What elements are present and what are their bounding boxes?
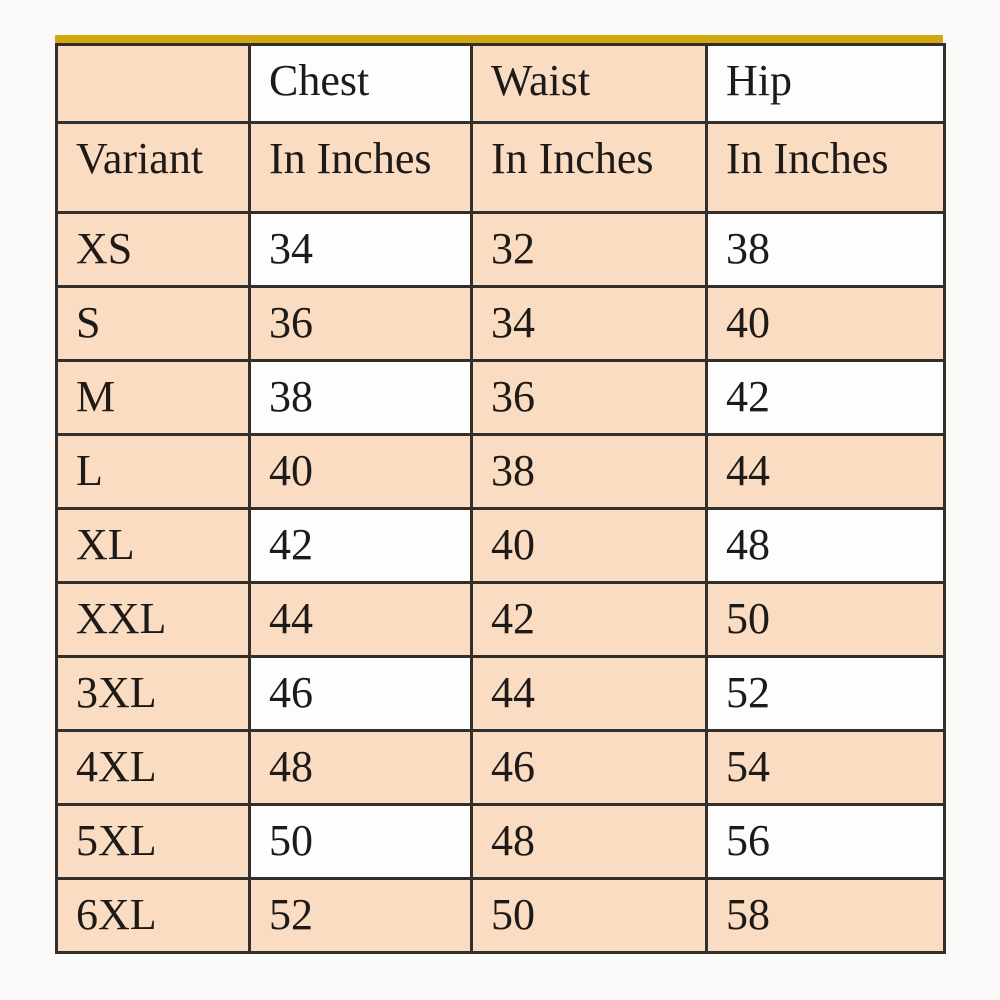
- hip-value: 54: [707, 731, 945, 805]
- table-row-5xl: [57, 805, 945, 879]
- variant-cell: 6XL: [57, 879, 250, 953]
- table-row-m: [57, 361, 945, 435]
- variant-cell: XS: [57, 213, 250, 287]
- unit-cell-hip-inches: In Inches: [707, 123, 945, 213]
- table-row-6xl: [57, 879, 945, 953]
- variant-cell: 3XL: [57, 657, 250, 731]
- chest-value: 48: [250, 731, 472, 805]
- variant-cell: 4XL: [57, 731, 250, 805]
- hip-value: 50: [707, 583, 945, 657]
- top-accent-bar: [55, 35, 943, 43]
- waist-value: 44: [472, 657, 707, 731]
- chest-value: 52: [250, 879, 472, 953]
- variant-cell: XL: [57, 509, 250, 583]
- table-row-4xl: [57, 731, 945, 805]
- hip-value: 42: [707, 361, 945, 435]
- waist-value: 50: [472, 879, 707, 953]
- chest-value: 38: [250, 361, 472, 435]
- hip-value: 58: [707, 879, 945, 953]
- unit-cell-waist-inches: In Inches: [472, 123, 707, 213]
- chest-value: 40: [250, 435, 472, 509]
- header-cell-variant: Variant: [57, 123, 250, 213]
- waist-value: 42: [472, 583, 707, 657]
- waist-value: 32: [472, 213, 707, 287]
- header-cell-blank: [57, 45, 250, 123]
- header-row-units: [57, 123, 945, 213]
- table-row-l: [57, 435, 945, 509]
- chest-value: 42: [250, 509, 472, 583]
- size-chart-table: [55, 43, 946, 954]
- hip-value: 56: [707, 805, 945, 879]
- waist-value: 38: [472, 435, 707, 509]
- size-chart: [55, 35, 943, 954]
- variant-cell: S: [57, 287, 250, 361]
- variant-cell: L: [57, 435, 250, 509]
- chest-value: 36: [250, 287, 472, 361]
- table-row-xxl: [57, 583, 945, 657]
- hip-value: 48: [707, 509, 945, 583]
- table-row-s: [57, 287, 945, 361]
- header-cell-waist: Waist: [472, 45, 707, 123]
- waist-value: 46: [472, 731, 707, 805]
- variant-cell: XXL: [57, 583, 250, 657]
- hip-value: 52: [707, 657, 945, 731]
- waist-value: 48: [472, 805, 707, 879]
- waist-value: 34: [472, 287, 707, 361]
- hip-value: 44: [707, 435, 945, 509]
- table-row-xs: [57, 213, 945, 287]
- waist-value: 36: [472, 361, 707, 435]
- header-cell-hip: Hip: [707, 45, 945, 123]
- variant-cell: M: [57, 361, 250, 435]
- header-cell-chest: Chest: [250, 45, 472, 123]
- waist-value: 40: [472, 509, 707, 583]
- table-row-3xl: [57, 657, 945, 731]
- chest-value: 46: [250, 657, 472, 731]
- chest-value: 50: [250, 805, 472, 879]
- chest-value: 44: [250, 583, 472, 657]
- hip-value: 40: [707, 287, 945, 361]
- variant-cell: 5XL: [57, 805, 250, 879]
- table-row-xl: [57, 509, 945, 583]
- unit-cell-chest-inches: In Inches: [250, 123, 472, 213]
- hip-value: 38: [707, 213, 945, 287]
- header-row-measurements: [57, 45, 945, 123]
- chest-value: 34: [250, 213, 472, 287]
